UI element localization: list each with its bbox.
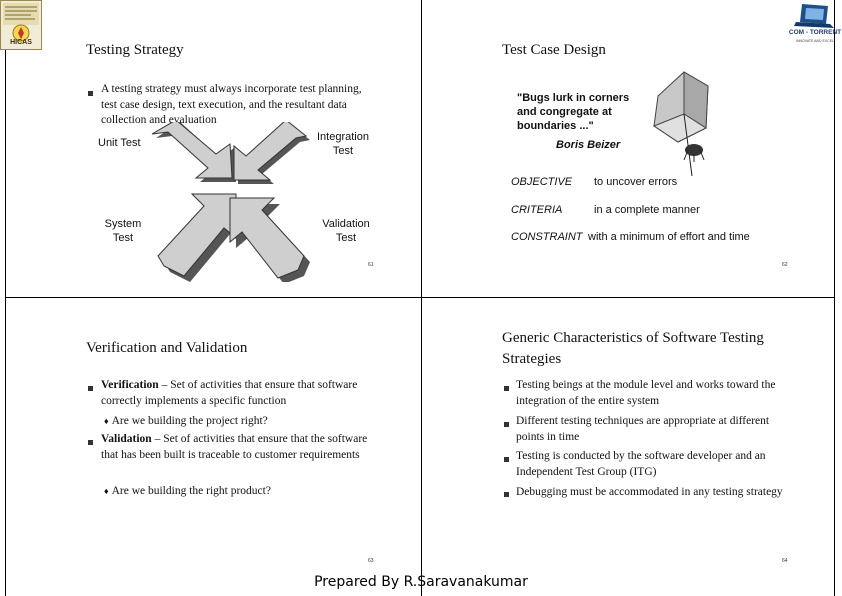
hicas-logo-caption: HICAS	[10, 39, 32, 46]
criteria-value: in a complete manner	[594, 204, 700, 216]
integration-test-label: Integration Test	[317, 131, 369, 157]
objective-key: OBJECTIVE	[511, 176, 573, 188]
validation-definition: – Set of activities that ensure that the software that has been built is traceable to customer requirements	[101, 433, 368, 461]
criteria-key: CRITERIA	[511, 204, 563, 216]
hicas-logo	[0, 0, 42, 50]
corner-bug-illustration	[648, 68, 718, 178]
validation-test-label: Validation Test	[322, 218, 370, 244]
validation-item	[101, 432, 373, 463]
unit-test-label: Unit Test	[98, 137, 141, 149]
slide1-title: Testing Strategy	[86, 42, 184, 58]
diamond-bullet-icon: ♦	[104, 416, 109, 426]
validation-question	[104, 484, 271, 500]
validation-term: Validation	[101, 433, 152, 445]
slide3-bullet-marker-2	[88, 440, 93, 445]
slide4-bullet-marker-4	[504, 492, 509, 497]
slide4-page-number: 64	[782, 558, 788, 564]
left-border	[5, 0, 6, 596]
com-torrent-logo	[790, 2, 840, 50]
center-divider	[421, 0, 422, 596]
validation-question-text: Are we building the right product?	[111, 485, 271, 497]
system-test-label: System Test	[104, 218, 142, 244]
integration-test-arrow	[234, 122, 310, 184]
slide4-bullet-marker-2	[504, 422, 509, 427]
verification-definition: – Set of activities that ensure that software correctly implements a specific function	[101, 379, 358, 407]
slide4-bullet-2: Different testing techniques are appropriate at different points in time	[516, 415, 770, 443]
beizer-quote: "Bugs lurk in corners and congregate at boundaries ..."	[517, 92, 630, 132]
slide4-title: Generic Characteristics of Software Testing Strategies	[502, 330, 764, 367]
constraint-key: CONSTRAINT	[511, 231, 583, 243]
diamond-bullet-icon: ♦	[104, 486, 109, 496]
right-border	[834, 0, 835, 596]
slide3-page-number: 63	[368, 558, 374, 564]
verification-item	[101, 378, 373, 409]
middle-divider	[5, 297, 835, 298]
unit-test-arrow	[152, 122, 236, 182]
beizer-attribution: Boris Beizer	[556, 139, 621, 151]
com-torrent-emblem-icon	[790, 2, 840, 30]
verification-term: Verification	[101, 379, 159, 391]
slide1-bullet-text: A testing strategy must always incorporate test planning, test case design, text execution, and the resultant data collection and evaluation	[101, 83, 362, 126]
slide3-bullet-marker-1	[88, 386, 93, 391]
system-test-arrow	[158, 194, 242, 282]
slide4-bullet-marker-1	[504, 386, 509, 391]
slide1-bullet-marker	[88, 91, 93, 96]
objective-value: to uncover errors	[594, 176, 678, 188]
slide2-title: Test Case Design	[502, 42, 606, 58]
slide4-bullet-marker-3	[504, 457, 509, 462]
slide3-title: Verification and Validation	[86, 340, 248, 356]
verification-question-text: Are we building the project right?	[111, 415, 268, 427]
testing-strategy-arrows	[150, 122, 320, 282]
com-torrent-tagline: INNOVATE AND EXCEL	[796, 39, 834, 43]
slide4-bullet-1: Testing beings at the module level and works toward the integration of the entire system	[516, 379, 776, 407]
verification-question	[104, 414, 268, 430]
validation-test-arrow	[230, 198, 310, 282]
slide2-page-number: 62	[782, 262, 788, 268]
slide4-bullet-3: Testing is conducted by the software developer and an Independent Test Group (ITG)	[516, 450, 766, 478]
slide4-bullet-4: Debugging must be accommodated in any testing strategy	[516, 486, 783, 498]
constraint-value: with a minimum of effort and time	[588, 231, 750, 243]
slide1-page-number: 61	[368, 262, 374, 268]
footer-credit: Prepared By R.Saravanakumar	[314, 574, 528, 590]
com-torrent-name: COM - TORRENT	[788, 29, 842, 36]
